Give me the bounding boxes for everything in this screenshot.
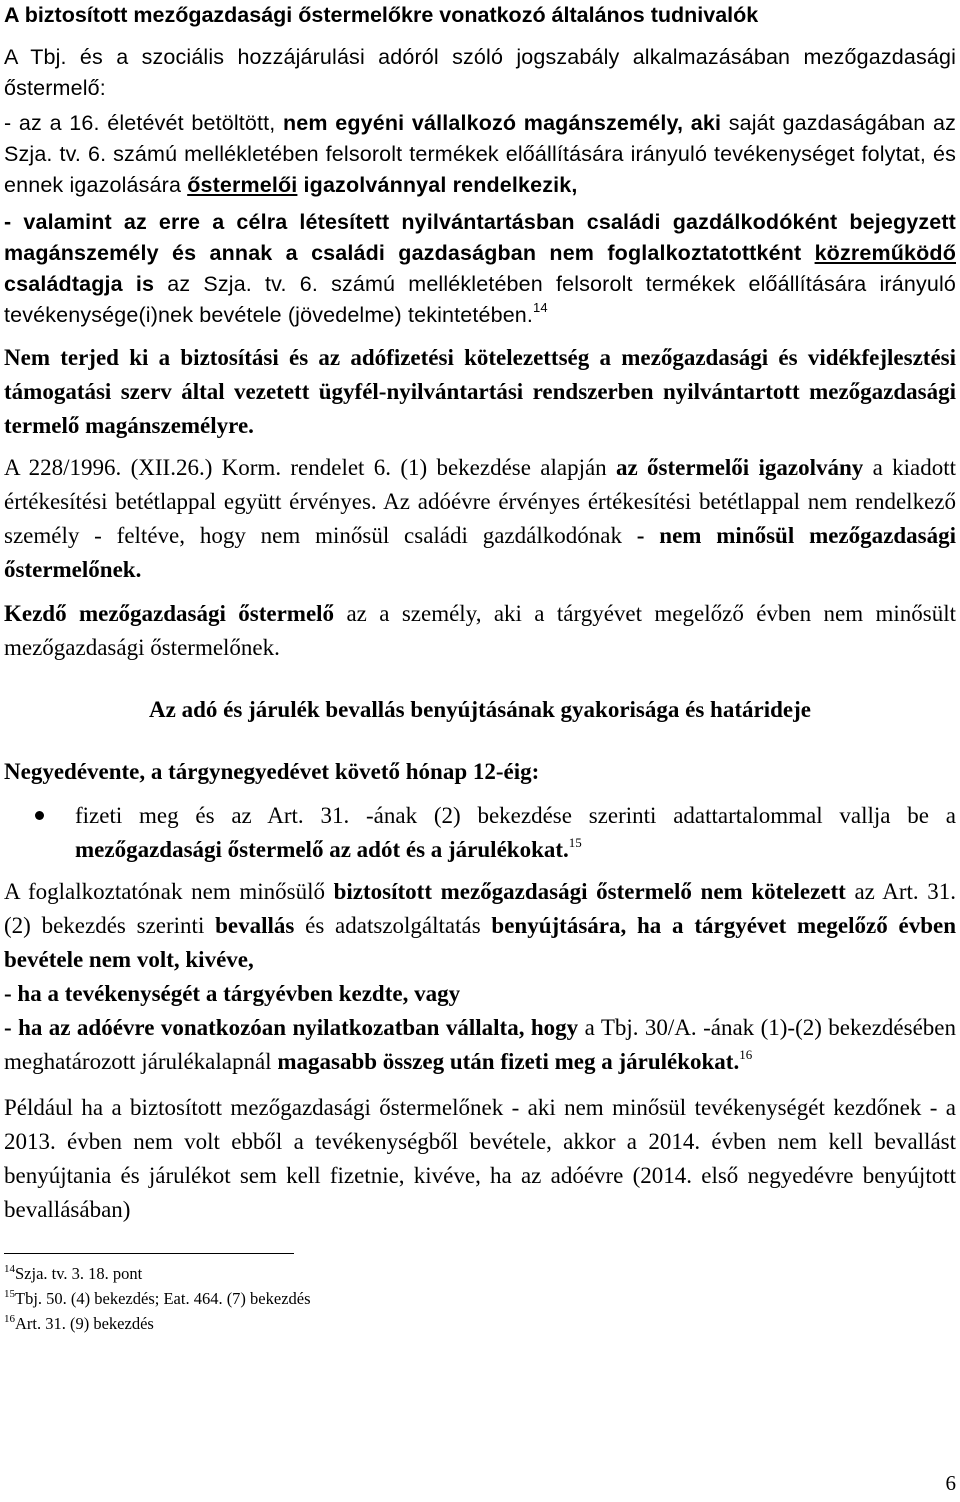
footnote-text: Szja. tv. 3. 18. pont [15, 1264, 143, 1283]
text-run: a Tbj. 30/A. -ának (1)-(2) bekezdésében meghatározott járulékalapnál [4, 1015, 957, 1074]
footnote-ref-14: 14 [533, 300, 548, 315]
footnote [4, 1286, 956, 1311]
bold-text-run: Kezdő mezőgazdasági őstermelő [4, 601, 335, 626]
obligation-paragraph [4, 875, 956, 1079]
bold-text-run: - valamint az erre a célra létesített nyilvántartásban családi gazdálkodóként bejegyzett magánszemély és annak a családi gazdaságban nem foglalkoztatottként [4, 210, 956, 265]
bold-text-run: magasabb összeg után fizeti meg a járulékokat. [277, 1049, 740, 1074]
bold-text-run: biztosított mezőgazdasági őstermelő nem kötelezett [333, 879, 846, 904]
bold-text-run: az őstermelői igazolvány [615, 455, 864, 480]
footnote-ref-15: 15 [568, 835, 582, 850]
footnote [4, 1311, 956, 1336]
text-run: az a személy, aki a tárgyévet megelőző évben nem minősült mezőgazdasági őstermelőnek. [4, 601, 956, 660]
bullet-icon [35, 811, 44, 820]
text-run: és adatszolgáltatás [294, 913, 492, 938]
exclusion-paragraph: Nem terjed ki a biztosítási és az adófizetési kötelezettség a mezőgazdasági és vidékfejlesztési támogatási szerv által vezetett ügyfél-nyilvántartási rendszerben nyilvántartott mezőgazdasági termelő magánszemélyre. [4, 345, 956, 438]
bold-text-run: bevallás [215, 913, 295, 938]
document-heading: A biztosított mezőgazdasági őstermelőkre vonatkozó általános tudnivalók [4, 3, 759, 27]
underlined-bold-text-run: őstermelői [187, 173, 298, 197]
bold-text-run: - ha az adóévre vonatkozóan nyilatkozatban vállalta, hogy [4, 1015, 579, 1040]
bullet-list [4, 799, 956, 867]
text-run: a kiadott értékesítési betétlappal együtt érvényes. Az adóévre érvényes értékesítési betétlappal nem rendelkező személy - feltéve, hogy nem minősül családi gazdálkodónak [4, 455, 956, 548]
bold-text-run: mezőgazdasági őstermelő az adót és a járulékokat. [75, 837, 569, 862]
footnote-text: Art. 31. (9) bekezdés [15, 1314, 154, 1333]
footnote-number: 16 [4, 1313, 15, 1325]
bold-text-run: - nem minősül mezőgazdasági őstermelőnek. [4, 523, 956, 582]
text-run: - az a 16. életévét betöltött, [4, 111, 283, 135]
example-paragraph: Például ha a biztosított mezőgazdasági őstermelőnek - aki nem minősül tevékenységét kezdőnek - a 2013. évben nem volt ebből a tevékenységből bevétele, akkor a 2014. évben nem kell bevallást benyújtania és járulékot sem kell fizetnie, kivéve, ha az adóévre (2014. első negyedévre benyújtott bevallásában) [4, 1095, 956, 1222]
definition-paragraph-1 [4, 108, 956, 201]
text-run: az Art. 31. (2) bekezdés szerinti [4, 879, 956, 938]
regulation-paragraph [4, 451, 956, 587]
footnote-number: 15 [4, 1288, 15, 1300]
intro-paragraph: A Tbj. és a szociális hozzájárulási adóról szóló jogszabály alkalmazásában mezőgazdasági őstermelő: [4, 45, 956, 100]
footnote [4, 1261, 956, 1286]
text-run: A 228/1996. (XII.26.) Korm. rendelet 6. (1) bekezdése alapján [4, 455, 616, 480]
page-number: 6 [945, 1471, 956, 1495]
footnotes [4, 1261, 956, 1336]
document-page [4, 0, 956, 1336]
bold-text-run: - ha a tevékenységét a tárgyévben kezdte, vagy [4, 981, 461, 1006]
footnote-number: 14 [4, 1263, 15, 1275]
bold-text-run: igazolvánnyal rendelkezik, [303, 173, 578, 197]
list-item [4, 799, 956, 867]
quarterly-heading: Negyedévente, a tárgynegyedévet követő hónap 12-éig: [4, 759, 540, 784]
definition-paragraph-2 [4, 207, 956, 331]
section-heading: Az adó és járulék bevallás benyújtásának gyakorisága és határideje [149, 697, 811, 722]
bold-text-run: nem egyéni vállalkozó magánszemély, aki [283, 111, 722, 135]
footnote-ref-16: 16 [739, 1047, 753, 1062]
underlined-bold-text-run: közreműködő [814, 241, 956, 265]
text-run: A foglalkoztatónak nem minősülő [4, 879, 334, 904]
text-run: fizeti meg és az Art. 31. -ának (2) bekezdése szerinti adattartalommal vallja be a [75, 803, 956, 828]
bold-text-run: benyújtására, ha a tárgyévet megelőző évben bevétele nem volt, kivéve, [4, 913, 956, 972]
footnote-text: Tbj. 50. (4) bekezdés; Eat. 464. (7) bekezdés [15, 1289, 311, 1308]
text-run: az Szja. tv. 6. számú mellékletében felsorolt termékek előállítására irányuló tevékenysége(i)nek bevétele (jövedelme) tekintetében. [4, 272, 956, 327]
text-run: saját gazdaságában az Szja. tv. 6. számú mellékletében felsorolt termékek előállítására irányuló tevékenységet folytat, és ennek igazolására [4, 111, 957, 197]
footnote-divider [4, 1253, 294, 1254]
starting-producer-paragraph [4, 597, 956, 665]
bold-text-run: családtagja is [4, 272, 155, 296]
